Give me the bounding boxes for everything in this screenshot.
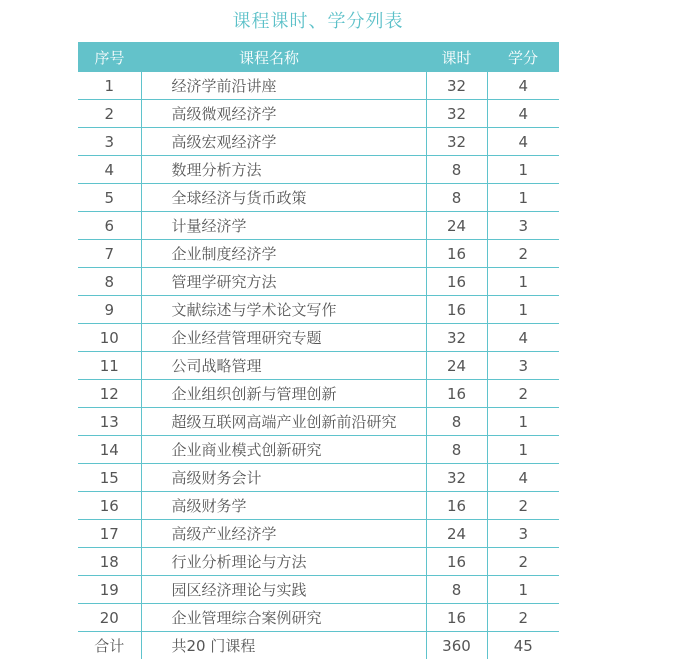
row-hours: 24 bbox=[426, 212, 487, 240]
row-hours: 32 bbox=[426, 100, 487, 128]
row-number: 2 bbox=[78, 100, 141, 128]
row-number: 12 bbox=[78, 380, 141, 408]
row-hours: 16 bbox=[426, 604, 487, 632]
row-course-name: 企业管理综合案例研究 bbox=[141, 604, 426, 632]
row-course-name: 高级微观经济学 bbox=[141, 100, 426, 128]
row-hours: 16 bbox=[426, 492, 487, 520]
course-table bbox=[78, 42, 559, 659]
table-row bbox=[78, 520, 559, 548]
table-row bbox=[78, 184, 559, 212]
row-credits: 2 bbox=[487, 240, 559, 268]
row-hours: 32 bbox=[426, 324, 487, 352]
row-credits: 1 bbox=[487, 296, 559, 324]
row-course-name: 企业制度经济学 bbox=[141, 240, 426, 268]
row-hours: 16 bbox=[426, 296, 487, 324]
row-number: 20 bbox=[78, 604, 141, 632]
row-credits: 1 bbox=[487, 268, 559, 296]
table-row bbox=[78, 128, 559, 156]
header-credits: 学分 bbox=[487, 42, 559, 72]
row-number: 15 bbox=[78, 464, 141, 492]
row-credits: 3 bbox=[487, 212, 559, 240]
table-header-row bbox=[78, 42, 559, 72]
table-row bbox=[78, 100, 559, 128]
row-number: 8 bbox=[78, 268, 141, 296]
row-hours: 8 bbox=[426, 156, 487, 184]
row-course-name: 数理分析方法 bbox=[141, 156, 426, 184]
row-number: 9 bbox=[78, 296, 141, 324]
table-row bbox=[78, 156, 559, 184]
table-row bbox=[78, 240, 559, 268]
row-hours: 32 bbox=[426, 72, 487, 100]
row-hours: 16 bbox=[426, 240, 487, 268]
table-row bbox=[78, 492, 559, 520]
row-credits: 4 bbox=[487, 100, 559, 128]
table-row bbox=[78, 324, 559, 352]
row-number: 19 bbox=[78, 576, 141, 604]
row-hours: 32 bbox=[426, 128, 487, 156]
row-course-name: 企业组织创新与管理创新 bbox=[141, 380, 426, 408]
row-number: 13 bbox=[78, 408, 141, 436]
row-number: 17 bbox=[78, 520, 141, 548]
row-number: 7 bbox=[78, 240, 141, 268]
row-credits: 3 bbox=[487, 520, 559, 548]
row-credits: 1 bbox=[487, 576, 559, 604]
row-course-name: 超级互联网高端产业创新前沿研究 bbox=[141, 408, 426, 436]
row-credits: 1 bbox=[487, 408, 559, 436]
row-hours: 8 bbox=[426, 436, 487, 464]
row-credits: 1 bbox=[487, 156, 559, 184]
table-row bbox=[78, 548, 559, 576]
table-row bbox=[78, 604, 559, 632]
row-number: 16 bbox=[78, 492, 141, 520]
table-row bbox=[78, 408, 559, 436]
row-number: 14 bbox=[78, 436, 141, 464]
table-row bbox=[78, 380, 559, 408]
total-credits: 45 bbox=[487, 632, 559, 659]
row-credits: 4 bbox=[487, 128, 559, 156]
row-number: 10 bbox=[78, 324, 141, 352]
table-row bbox=[78, 268, 559, 296]
row-hours: 8 bbox=[426, 408, 487, 436]
row-course-name: 行业分析理论与方法 bbox=[141, 548, 426, 576]
table-row bbox=[78, 464, 559, 492]
table-row bbox=[78, 576, 559, 604]
total-row bbox=[78, 632, 559, 659]
row-number: 6 bbox=[78, 212, 141, 240]
header-hours: 课时 bbox=[426, 42, 487, 72]
row-number: 5 bbox=[78, 184, 141, 212]
row-course-name: 企业商业模式创新研究 bbox=[141, 436, 426, 464]
row-course-name: 高级财务会计 bbox=[141, 464, 426, 492]
row-course-name: 企业经营管理研究专题 bbox=[141, 324, 426, 352]
row-hours: 8 bbox=[426, 184, 487, 212]
row-course-name: 高级产业经济学 bbox=[141, 520, 426, 548]
table-row bbox=[78, 72, 559, 100]
row-credits: 1 bbox=[487, 436, 559, 464]
row-number: 4 bbox=[78, 156, 141, 184]
page-title: 课程课时、学分列表 bbox=[0, 7, 636, 33]
row-course-name: 高级宏观经济学 bbox=[141, 128, 426, 156]
table-row bbox=[78, 436, 559, 464]
row-hours: 24 bbox=[426, 352, 487, 380]
row-course-name: 全球经济与货币政策 bbox=[141, 184, 426, 212]
row-course-name: 园区经济理论与实践 bbox=[141, 576, 426, 604]
row-credits: 4 bbox=[487, 464, 559, 492]
total-course-count: 共20 门课程 bbox=[141, 632, 426, 659]
row-course-name: 公司战略管理 bbox=[141, 352, 426, 380]
total-hours: 360 bbox=[426, 632, 487, 659]
row-hours: 16 bbox=[426, 268, 487, 296]
row-credits: 1 bbox=[487, 184, 559, 212]
row-hours: 32 bbox=[426, 464, 487, 492]
row-credits: 4 bbox=[487, 324, 559, 352]
header-number: 序号 bbox=[78, 42, 141, 72]
row-number: 18 bbox=[78, 548, 141, 576]
row-hours: 16 bbox=[426, 380, 487, 408]
table-row bbox=[78, 352, 559, 380]
row-credits: 2 bbox=[487, 604, 559, 632]
table-body bbox=[78, 72, 559, 632]
table-row bbox=[78, 296, 559, 324]
row-credits: 2 bbox=[487, 380, 559, 408]
row-credits: 3 bbox=[487, 352, 559, 380]
table-row bbox=[78, 212, 559, 240]
total-label: 合计 bbox=[78, 632, 141, 659]
row-course-name: 管理学研究方法 bbox=[141, 268, 426, 296]
row-number: 1 bbox=[78, 72, 141, 100]
row-number: 3 bbox=[78, 128, 141, 156]
header-name: 课程名称 bbox=[141, 42, 426, 72]
row-course-name: 高级财务学 bbox=[141, 492, 426, 520]
row-hours: 16 bbox=[426, 548, 487, 576]
row-course-name: 经济学前沿讲座 bbox=[141, 72, 426, 100]
row-number: 11 bbox=[78, 352, 141, 380]
row-hours: 8 bbox=[426, 576, 487, 604]
row-credits: 2 bbox=[487, 548, 559, 576]
row-course-name: 计量经济学 bbox=[141, 212, 426, 240]
row-credits: 2 bbox=[487, 492, 559, 520]
row-course-name: 文献综述与学术论文写作 bbox=[141, 296, 426, 324]
row-credits: 4 bbox=[487, 72, 559, 100]
row-hours: 24 bbox=[426, 520, 487, 548]
